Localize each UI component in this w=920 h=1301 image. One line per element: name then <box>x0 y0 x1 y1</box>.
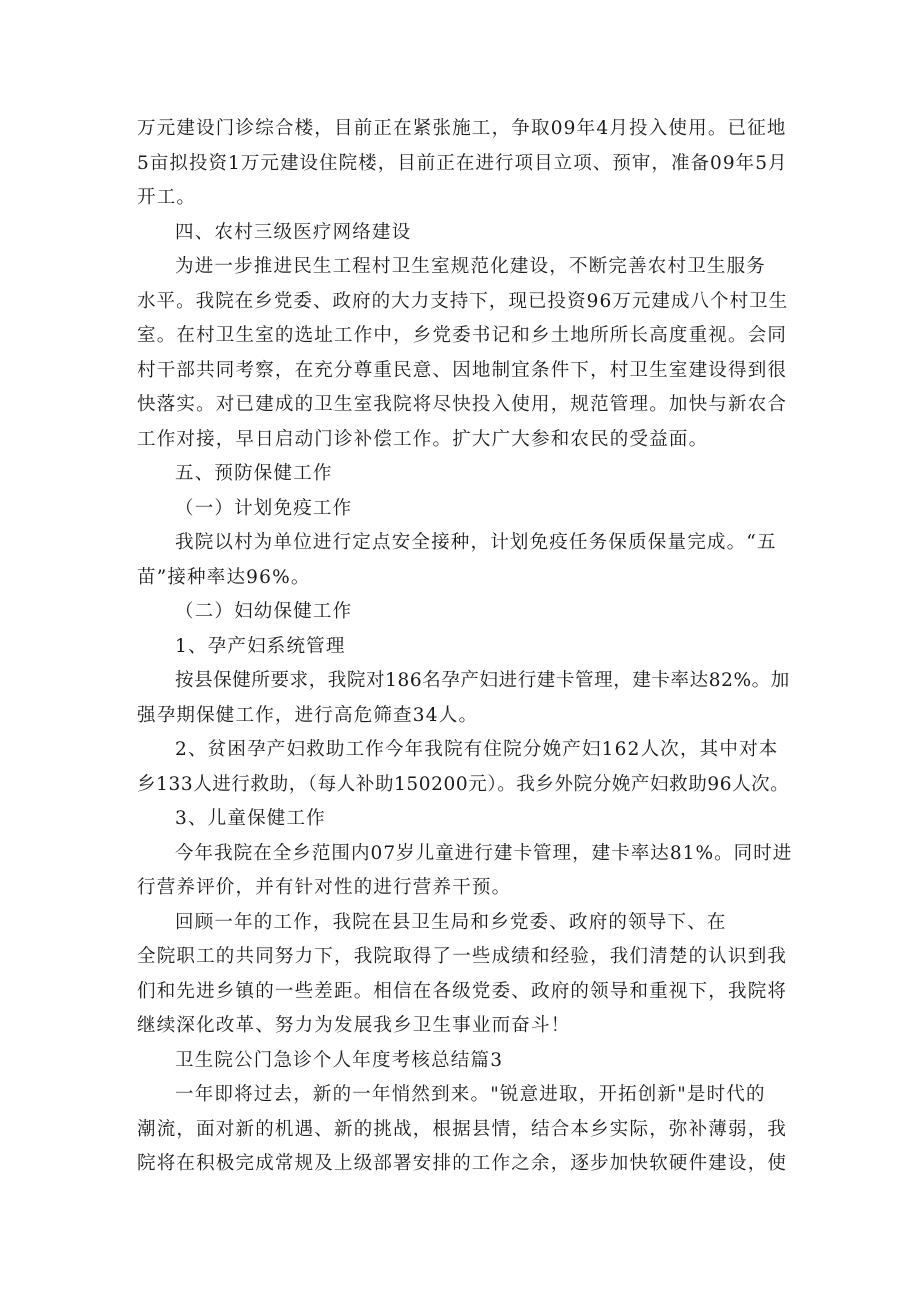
text-line: 3、儿童保健工作 <box>175 808 326 829</box>
text-line: 回顾一年的工作，我院在县卫生局和乡党委、政府的领导下、在 <box>175 911 727 933</box>
text-line: 开工。 <box>137 187 197 208</box>
text-line: 室。在村卫生室的选址工作中，乡党委书记和乡土地所所长高度重视。会同 <box>137 325 788 346</box>
text-line: 苗”接种率达96%。 <box>137 566 311 588</box>
text-line: 1、孕产妇系统管理 <box>175 635 346 657</box>
text-line: 我院以村为单位进行定点安全接种，计划免疫任务保质保量完成。“五 <box>175 532 777 553</box>
text-line: 四、农村三级医疗网络建设 <box>175 221 412 243</box>
text-line: （二）妇幼保健工作 <box>175 601 353 622</box>
text-line: 院将在积极完成常规及上级部署安排的工作之余，逐步加快软硬件建设，使 <box>137 1153 788 1174</box>
text-line: 行营养评价，并有针对性的进行营养干预。 <box>137 877 512 898</box>
text-line: 五、预防保健工作 <box>175 463 333 484</box>
text-line: 强孕期保健工作，进行高危筛查34人。 <box>137 704 479 726</box>
document-body <box>137 112 792 1182</box>
text-line: 村干部共同考察，在充分尊重民意、因地制宜条件下，村卫生室建设得到很 <box>137 359 788 381</box>
text-line: 一年即将过去，新的一年悄然到来。"锐意进取，开拓创新"是时代的 <box>175 1084 766 1105</box>
text-line: 卫生院公门急诊个人年度考核总结篇3 <box>175 1049 504 1071</box>
text-line: 万元建设门诊综合楼，目前正在紧张施工，争取09年4月投入使用。已征地 <box>137 118 787 139</box>
text-line: 按县保健所要求，我院对186名孕产妇进行建卡管理，建卡率达82%。加 <box>175 670 790 691</box>
text-line: 水平。我院在乡党委、政府的大力支持下，现已投资96万元建成八个村卫生 <box>137 290 789 312</box>
text-line: 5亩拟投资1万元建设住院楼，目前正在进行项目立项、预审，准备09年5月 <box>137 152 788 174</box>
text-line: 乡133人进行救助，（每人补助150200元）。我乡外院分娩产妇救助96人次。 <box>137 773 790 795</box>
text-line: 为进一步推进民生工程村卫生室规范化建设，不断完善农村卫生服务 <box>175 256 767 277</box>
text-line: （一）计划免疫工作 <box>175 497 353 519</box>
text-line: 快落实。对已建成的卫生室我院将尽快投入使用，规范管理。加快与新农合 <box>137 394 788 415</box>
text-line: 们和先进乡镇的一些差距。相信在各级党委、政府的领导和重视下，我院将 <box>137 980 788 1002</box>
text-line: 继续深化改革、努力为发展我乡卫生事业而奋斗！ <box>137 1015 571 1036</box>
text-line: 2、贫困孕产妇救助工作今年我院有住院分娩产妇162人次，其中对本 <box>175 739 779 760</box>
text-line: 潮流，面对新的机遇、新的挑战，根据县情，结合本乡实际，弥补薄弱，我 <box>137 1118 788 1140</box>
text-line: 今年我院在全乡范围内07岁儿童进行建卡管理，建卡率达81%。同时进 <box>175 842 793 864</box>
text-line: 工作对接，早日启动门诊补偿工作。扩大广大参和农民的受益面。 <box>137 428 709 450</box>
text-line: 全院职工的共同努力下，我院取得了一些成绩和经验，我们清楚的认识到我 <box>137 946 788 967</box>
